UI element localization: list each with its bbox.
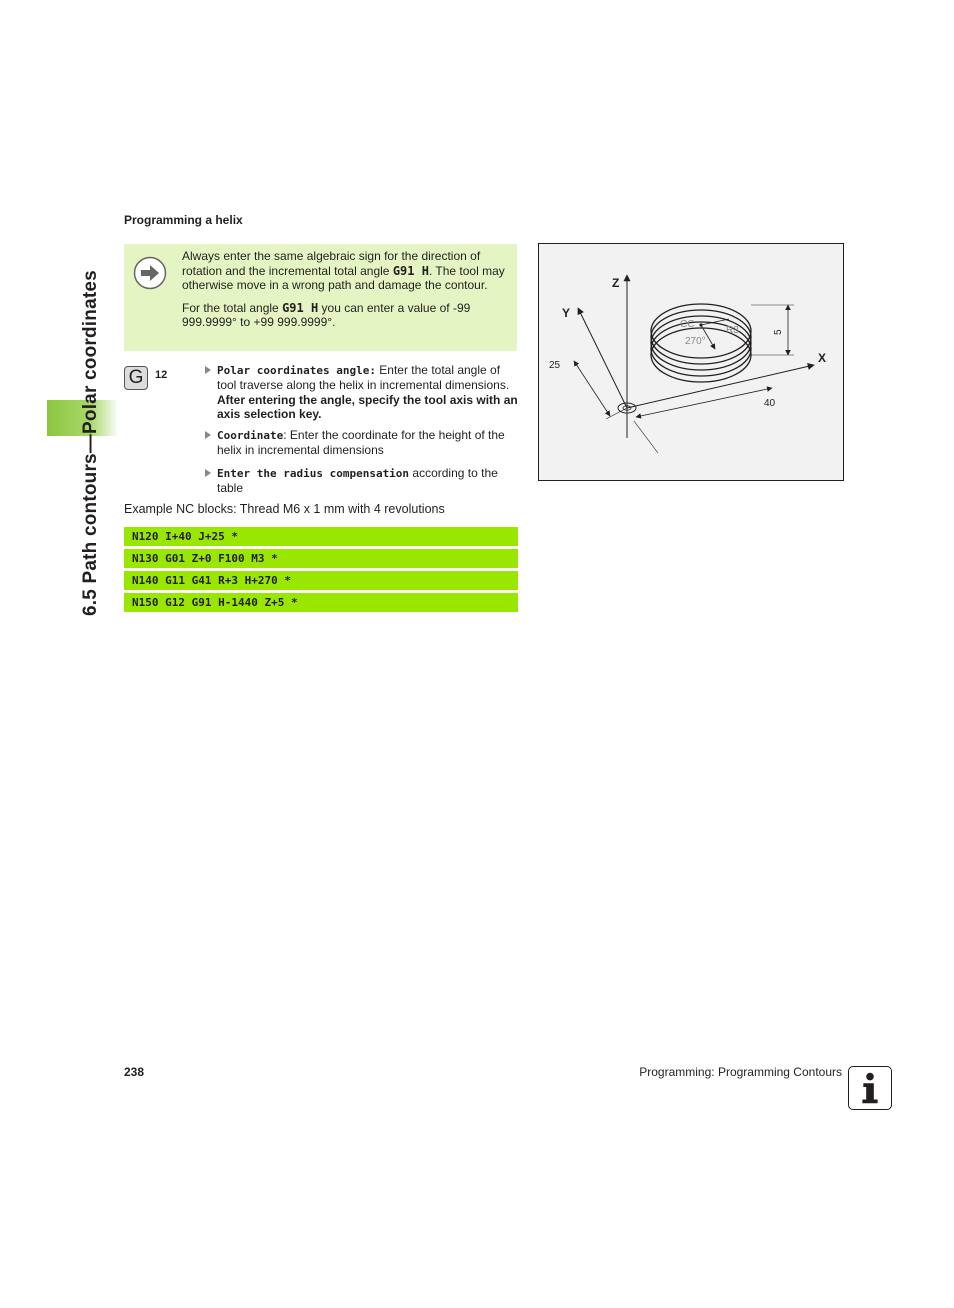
cc-label: CC [680,319,695,330]
page-number: 238 [124,1065,145,1079]
nc-block-line: N150 G12 G91 H-1440 Z+5 * [124,593,518,612]
note-box [124,244,517,351]
arrow-right-icon [133,256,167,290]
param-text: Enter the total angle of tool traverse along the helix in incremental dimensions. [217,363,510,393]
note-text-span: you can enter a value of -99 999.9999° to +99 999.9999°. [182,300,471,330]
x-dimension-label: 40 [764,398,776,409]
example-intro: Example NC blocks: Thread M6 x 1 mm with 4 revolutions [124,502,445,516]
footer-title: Programming: Programming Contours [639,1065,842,1079]
triangle-bullet-icon [205,366,211,374]
radius-label: R3 [726,325,739,336]
nc-block-line: N140 G11 G41 R+3 H+270 * [124,571,518,590]
note-paragraph-2 [182,301,508,330]
note-text-span: For the total angle [182,300,283,315]
note-code: G91 H [282,300,319,315]
param-polar-angle [205,363,520,421]
g-key: G [124,366,148,390]
info-icon [848,1066,892,1110]
note-text-span: Always enter the same algebraic sign for the direction of rotation and the incremental total angle [182,249,481,278]
note-paragraph-1 [182,249,508,293]
g-key-number: 12 [155,369,168,381]
param-coordinate [205,428,520,458]
param-code: Polar coordinates angle: [217,364,376,377]
param-radius-compensation [205,466,520,496]
param-text: : Enter the coordinate for the height of the helix in incremental dimensions [217,428,505,458]
triangle-bullet-icon [205,431,211,439]
nc-block-line: N130 G01 Z+0 F100 M3 * [124,549,518,568]
note-code: G91 H [392,263,429,278]
nc-block-line: N120 I+40 J+25 * [124,527,518,546]
z-axis-label: Z [612,276,620,290]
param-text: according to the table [217,466,498,496]
angle-label: 270° [685,336,706,347]
chapter-title: 6.5 Path contours—Polar coordinates [80,270,101,616]
param-code: Coordinate [217,429,284,442]
param-code: Enter the radius compensation [217,467,410,480]
center-point [699,323,702,326]
y-dimension-label: 25 [549,360,561,371]
param-bold-text: After entering the angle, specify the tool axis with an axis selection key. [217,392,518,421]
triangle-bullet-icon [205,469,211,477]
section-heading: Programming a helix [124,213,243,227]
helix-diagram [538,243,844,481]
x-axis-label: X [818,351,827,365]
note-text-span: . The tool may otherwise move in a wrong path and damage the contour. [182,263,505,293]
note-text [182,249,508,338]
height-label: 5 [773,329,784,335]
y-axis-label: Y [562,306,571,320]
